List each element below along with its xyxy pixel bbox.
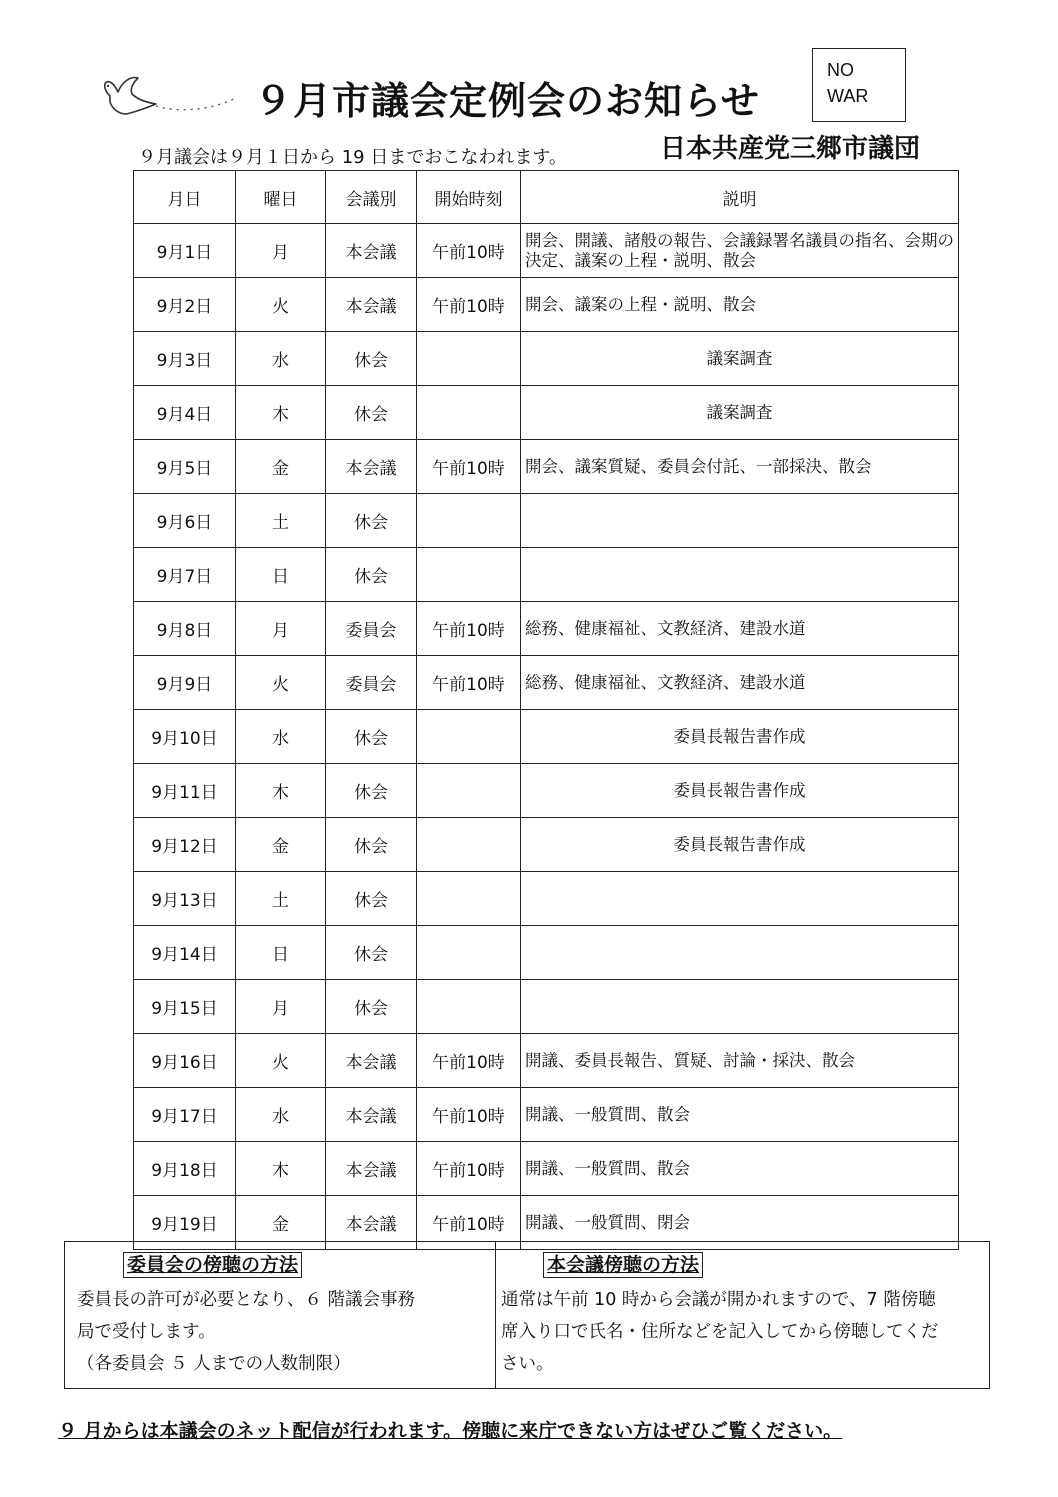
cell-meeting-type: 休会 (326, 872, 417, 926)
cell-description: 委員長報告書作成 (521, 710, 959, 764)
cell-start-time: 午前10時 (417, 1034, 521, 1088)
table-row (134, 1034, 959, 1088)
cell-date: 9月11日 (134, 764, 236, 818)
cell-weekday: 火 (236, 656, 326, 710)
table-row (134, 1088, 959, 1142)
column-header-date: 月日 (134, 171, 236, 224)
cell-date: 9月10日 (134, 710, 236, 764)
cell-date: 9月6日 (134, 494, 236, 548)
cell-start-time: 午前10時 (417, 656, 521, 710)
cell-description (521, 548, 959, 602)
cell-meeting-type: 休会 (326, 494, 417, 548)
cell-description: 開議、一般質問、散会 (521, 1088, 959, 1142)
plenary-observation-heading: 本会議傍聴の方法 (543, 1252, 703, 1278)
cell-weekday: 木 (236, 764, 326, 818)
page-title: ９月市議会定例会のお知らせ (254, 79, 760, 123)
cell-meeting-type: 本会議 (326, 440, 417, 494)
cell-start-time: 午前10時 (417, 602, 521, 656)
cell-date: 9月3日 (134, 332, 236, 386)
table-row (134, 278, 959, 332)
cell-date: 9月15日 (134, 980, 236, 1034)
committee-observation-line: 委員長の許可が必要となり、６ 階議会事務 (77, 1290, 416, 1310)
cell-date: 9月17日 (134, 1088, 236, 1142)
cell-start-time: 午前10時 (417, 1142, 521, 1196)
cell-meeting-type: 本会議 (326, 1196, 417, 1250)
cell-description: 開会、議案質疑、委員会付託、一部採決、散会 (521, 440, 959, 494)
cell-date: 9月19日 (134, 1196, 236, 1250)
cell-date: 9月2日 (134, 278, 236, 332)
cell-description: 開議、委員長報告、質疑、討論・採決、散会 (521, 1034, 959, 1088)
cell-weekday: 日 (236, 548, 326, 602)
table-row (134, 602, 959, 656)
cell-meeting-type: 休会 (326, 386, 417, 440)
cell-start-time: 午前10時 (417, 224, 521, 278)
cell-meeting-type: 休会 (326, 926, 417, 980)
cell-meeting-type: 休会 (326, 548, 417, 602)
cell-weekday: 水 (236, 1088, 326, 1142)
no-war-badge-line1: NO (827, 60, 854, 80)
cell-weekday: 水 (236, 332, 326, 386)
plenary-observation-line: 席入り口で氏名・住所などを記入してから傍聴してくだ (501, 1322, 939, 1342)
column-header-description: 説明 (521, 171, 959, 224)
cell-start-time: 午前10時 (417, 440, 521, 494)
table-row (134, 710, 959, 764)
committee-observation-text (77, 1284, 487, 1380)
cell-description: 議案調査 (521, 386, 959, 440)
column-header-start-time: 開始時刻 (417, 171, 521, 224)
cell-description: 開議、一般質問、閉会 (521, 1196, 959, 1250)
cell-description (521, 494, 959, 548)
cell-start-time (417, 926, 521, 980)
table-row (134, 818, 959, 872)
cell-meeting-type: 本会議 (326, 224, 417, 278)
table-row (134, 980, 959, 1034)
cell-meeting-type: 休会 (326, 332, 417, 386)
table-row (134, 224, 959, 278)
cell-weekday: 日 (236, 926, 326, 980)
cell-date: 9月7日 (134, 548, 236, 602)
cell-weekday: 火 (236, 1034, 326, 1088)
cell-description (521, 926, 959, 980)
cell-meeting-type: 休会 (326, 710, 417, 764)
cell-description: 総務、健康福祉、文教経済、建設水道 (521, 656, 959, 710)
committee-observation-heading: 委員会の傍聴の方法 (123, 1252, 302, 1278)
column-header-type: 会議別 (326, 171, 417, 224)
cell-description: 委員長報告書作成 (521, 818, 959, 872)
cell-meeting-type: 休会 (326, 818, 417, 872)
cell-date: 9月14日 (134, 926, 236, 980)
schedule-table-body (134, 224, 959, 1250)
observation-info-box (64, 1241, 990, 1389)
plenary-observation-line: 通常は午前 10 時から会議が開かれますので、7 階傍聴 (501, 1290, 936, 1310)
cell-meeting-type: 休会 (326, 980, 417, 1034)
cell-weekday: 月 (236, 980, 326, 1034)
cell-meeting-type: 本会議 (326, 1142, 417, 1196)
cell-description: 開会、議案の上程・説明、散会 (521, 278, 959, 332)
cell-start-time (417, 494, 521, 548)
dove-icon (96, 68, 246, 128)
cell-date: 9月16日 (134, 1034, 236, 1088)
cell-start-time (417, 764, 521, 818)
cell-start-time: 午前10時 (417, 278, 521, 332)
cell-meeting-type: 委員会 (326, 602, 417, 656)
cell-weekday: 金 (236, 1196, 326, 1250)
table-row (134, 926, 959, 980)
cell-weekday: 土 (236, 494, 326, 548)
cell-weekday: 土 (236, 872, 326, 926)
cell-start-time (417, 818, 521, 872)
cell-date: 9月8日 (134, 602, 236, 656)
cell-start-time: 午前10時 (417, 1088, 521, 1142)
cell-weekday: 火 (236, 278, 326, 332)
cell-weekday: 金 (236, 440, 326, 494)
table-row (134, 548, 959, 602)
cell-weekday: 金 (236, 818, 326, 872)
session-period-text: ９月議会は９月１日から 19 日までおこなわれます。 (138, 147, 567, 168)
table-row (134, 386, 959, 440)
panel-divider (495, 1242, 496, 1388)
table-row (134, 332, 959, 386)
committee-observation-line: 局で受付します。 (77, 1322, 216, 1342)
no-war-badge (812, 48, 906, 122)
column-header-weekday: 曜日 (236, 171, 326, 224)
schedule-table (133, 170, 959, 1250)
cell-meeting-type: 本会議 (326, 1034, 417, 1088)
cell-date: 9月9日 (134, 656, 236, 710)
cell-description (521, 980, 959, 1034)
organization-name: 日本共産党三郷市議団 (660, 134, 921, 164)
cell-date: 9月13日 (134, 872, 236, 926)
table-row (134, 872, 959, 926)
cell-start-time: 午前10時 (417, 1196, 521, 1250)
cell-weekday: 木 (236, 1142, 326, 1196)
cell-start-time (417, 710, 521, 764)
plenary-observation-line: さい。 (501, 1354, 554, 1374)
cell-start-time (417, 980, 521, 1034)
table-row (134, 440, 959, 494)
cell-date: 9月12日 (134, 818, 236, 872)
cell-date: 9月1日 (134, 224, 236, 278)
cell-date: 9月18日 (134, 1142, 236, 1196)
streaming-notice: ９ 月からは本議会のネット配信が行われます。傍聴に来庁できない方はぜひご覧ください。 (58, 1420, 843, 1442)
cell-description: 委員長報告書作成 (521, 764, 959, 818)
cell-meeting-type: 休会 (326, 764, 417, 818)
cell-start-time (417, 386, 521, 440)
cell-date: 9月4日 (134, 386, 236, 440)
cell-start-time (417, 548, 521, 602)
cell-weekday: 水 (236, 710, 326, 764)
table-row (134, 1142, 959, 1196)
cell-description: 総務、健康福祉、文教経済、建設水道 (521, 602, 959, 656)
cell-weekday: 月 (236, 602, 326, 656)
cell-date: 9月5日 (134, 440, 236, 494)
cell-description: 開会、開議、諸般の報告、会議録署名議員の指名、会期の決定、議案の上程・説明、散会 (521, 224, 959, 278)
cell-description (521, 872, 959, 926)
cell-meeting-type: 本会議 (326, 1088, 417, 1142)
table-row (134, 764, 959, 818)
cell-description: 議案調査 (521, 332, 959, 386)
cell-meeting-type: 本会議 (326, 278, 417, 332)
cell-start-time (417, 872, 521, 926)
cell-description: 開議、一般質問、散会 (521, 1142, 959, 1196)
plenary-observation-text (501, 1284, 985, 1380)
table-row (134, 656, 959, 710)
table-row (134, 494, 959, 548)
cell-weekday: 月 (236, 224, 326, 278)
table-header-row (134, 171, 959, 224)
cell-meeting-type: 委員会 (326, 656, 417, 710)
committee-observation-line: （各委員会 ５ 人までの人数制限） (77, 1354, 351, 1374)
cell-weekday: 木 (236, 386, 326, 440)
cell-start-time (417, 332, 521, 386)
no-war-badge-line2: WAR (827, 86, 869, 106)
